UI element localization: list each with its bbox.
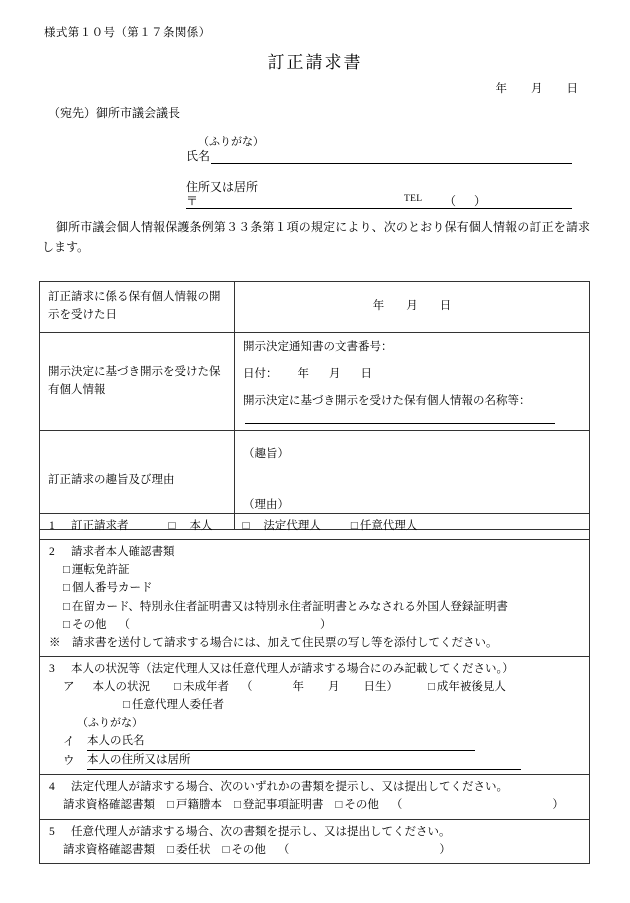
notice-date-day: 日 (360, 367, 372, 380)
checkbox-icon[interactable]: □ (63, 618, 70, 631)
section-3-birth-month: 月 (327, 681, 340, 694)
section-4-paren-open: （ (390, 799, 403, 812)
tel-paren-close: ） (474, 194, 487, 208)
section-3-birth-paren-open: （ (240, 681, 253, 694)
furigana-label: （ふりがな） (198, 136, 264, 148)
section-3-number: 3 (49, 663, 55, 676)
section-1-cell (40, 514, 590, 540)
section-2-other-row[interactable] (49, 616, 580, 634)
section-2-option-1-row[interactable] (49, 579, 580, 597)
section-1-number: 1 (49, 520, 55, 532)
notice-doc-number-label: 開示決定通知書の文書番号： (243, 341, 393, 353)
section-3-item-c-label: 本人の住所又は居所 (87, 751, 191, 770)
checkbox-icon[interactable]: □ (63, 582, 70, 595)
section-5-doc-label: 請求資格確認書類 (63, 843, 155, 856)
section-1-option-1: 法定代理人 (263, 520, 321, 532)
section-5-cell (40, 819, 590, 863)
section-2-cell (40, 540, 590, 657)
disclosed-info-name-label: 開示決定に基づき開示を受けた保有個人情報の名称等： (243, 394, 531, 407)
purpose-label: （趣旨） (243, 447, 289, 460)
section-3-adult-ward-option: 成年被後見人 (436, 681, 506, 694)
table-row (40, 333, 590, 431)
checkbox-icon[interactable]: □ (123, 699, 130, 712)
section-1-option-0: 本人 (189, 520, 213, 532)
section-5-number: 5 (49, 825, 55, 838)
notice-date-row (243, 366, 581, 384)
section-4-title: 法定代理人が請求する場合、次のいずれかの書類を提示し、又は提出してください。 (71, 781, 508, 794)
section-3-item-b-row[interactable] (49, 732, 580, 751)
section-3-minor-option: 未成年者 (182, 681, 229, 694)
section-2-option-0: 運転免許証 (71, 564, 130, 577)
section-3-item-a-mark: ア (63, 681, 75, 694)
checkbox-icon[interactable]: □ (222, 843, 230, 856)
notice-date-year: 年 (297, 367, 309, 380)
purpose-write-area[interactable] (243, 463, 581, 497)
section-4-number: 4 (49, 781, 55, 794)
section-3-item-a-row[interactable] (49, 678, 580, 696)
reason-label: （理由） (243, 499, 289, 512)
section-2-paren-open: （ (118, 618, 130, 631)
section-3-item-c-write-line[interactable] (191, 756, 521, 770)
section-2-option-2-row[interactable] (49, 598, 580, 616)
document-date-line (496, 80, 579, 96)
row-label-purpose-reason: 訂正請求の趣旨及び理由 (40, 431, 235, 530)
table-row (40, 775, 590, 819)
checkbox-icon[interactable]: □ (63, 600, 70, 613)
table-row (40, 282, 590, 333)
applicant-name-field[interactable] (186, 147, 572, 164)
row-label-disclosed-info: 開示決定に基づき開示を受けた保有個人情報 (40, 333, 235, 431)
page-title: 訂正請求書 (267, 53, 363, 72)
section-3-item-b-write-line[interactable] (145, 737, 475, 751)
addressee: （宛先）御所市議会議長 (48, 106, 181, 120)
checkbox-icon[interactable]: □ (242, 520, 250, 532)
date-month-label: 月 (531, 83, 543, 95)
section-4-options-row[interactable] (49, 796, 580, 814)
applicant-address-field[interactable] (186, 192, 572, 209)
tel-paren-open: （ (444, 194, 457, 208)
section-5-title: 任意代理人が請求する場合、次の書類を提示し、又は提出してください。 (71, 825, 451, 838)
section-3-item-c-row[interactable] (49, 751, 580, 770)
section-3-item-b-label: 本人の氏名 (87, 732, 145, 751)
section-4-doc-label: 請求資格確認書類 (63, 799, 155, 812)
disclosure-info-table (39, 281, 590, 530)
date-day-label: 日 (566, 83, 578, 95)
table-row (40, 514, 590, 540)
section-3-item-a-row2[interactable] (49, 696, 580, 714)
section-3-item-b-mark: イ (63, 735, 75, 748)
postal-code-icon: 〒 (186, 194, 199, 208)
row-label-disclosure-date: 訂正請求に係る保有個人情報の開示を受けた日 (40, 282, 235, 333)
section-2-number: 2 (49, 546, 55, 559)
checkbox-icon[interactable]: □ (167, 843, 174, 856)
section-4-other-label: その他 (344, 799, 379, 812)
date-year-label: 年 (495, 83, 507, 95)
section-3-title: 本人の状況等（法定代理人又は任意代理人が請求する場合にのみ記載してください。） (71, 663, 514, 676)
section-2-option-1: 個人番号カード (71, 582, 153, 595)
checkbox-icon[interactable]: □ (335, 799, 343, 812)
checkbox-icon[interactable]: □ (63, 564, 70, 577)
section-5-paren-close: ） (439, 843, 451, 856)
section-3-item-c-mark: ウ (63, 755, 75, 768)
checkbox-icon[interactable]: □ (174, 681, 181, 694)
section-3-cell (40, 657, 590, 775)
checkbox-icon[interactable]: □ (350, 520, 358, 532)
address-label: 住所又は居所 (186, 180, 259, 194)
section-2-option-2: 在留カード、特別永住者証明書又は特別永住者証明書とみなされる外国人登録証明書 (71, 600, 508, 613)
section-5-other-label: その他 (231, 843, 266, 856)
section-5-options-row[interactable] (49, 841, 580, 859)
name-label: 氏名 (186, 149, 211, 163)
checkbox-icon[interactable]: □ (168, 520, 176, 532)
checkbox-icon[interactable]: □ (427, 681, 435, 694)
table-row (40, 540, 590, 657)
section-3-header (49, 660, 580, 678)
section-1-option-2: 任意代理人 (359, 520, 418, 532)
section-5-header (49, 823, 580, 841)
section-4-paren-close: ） (552, 799, 564, 812)
form-number: 様式第１０号（第１７条関係） (44, 27, 211, 39)
disclosed-info-cell[interactable] (235, 333, 590, 431)
section-2-note: ※ 請求書を送付して請求する場合には、加えて住民票の写し等を添付してください。 (49, 636, 498, 649)
section-3-furigana-label: （ふりがな） (77, 716, 143, 729)
section-4-cell (40, 775, 590, 819)
section-5-paren-open: （ (277, 843, 290, 856)
section-2-paren-close: ） (319, 618, 332, 631)
section-2-option-0-row[interactable] (49, 561, 580, 579)
intro-paragraph: 御所市議会個人情報保護条例第３３条第１項の規定により、次のとおり保有個人情報の訂正を請求します。 (42, 220, 590, 254)
section-1-header (49, 517, 580, 535)
checkbox-icon[interactable]: □ (233, 799, 241, 812)
section-4-header (49, 778, 580, 796)
section-2-header (49, 543, 580, 561)
tel-label: TEL (404, 194, 423, 204)
section-3-birth-year: 年 (292, 681, 304, 694)
section-4-option-0: 戸籍謄本 (175, 799, 222, 812)
name-write-line[interactable] (211, 150, 572, 164)
section-4-option-1: 登記事項証明書 (242, 799, 324, 812)
section-3-item-a-label: 本人の状況 (92, 681, 150, 694)
section-3-proxy-option: 任意代理人委任者 (131, 699, 224, 712)
disclosure-day-label: 日 (439, 300, 452, 313)
disclosed-info-write-line[interactable] (245, 412, 555, 424)
section-3-birth-day: 日生） (363, 681, 398, 694)
disclosure-month-label: 月 (406, 300, 418, 313)
section-2-title: 請求者本人確認書類 (71, 546, 175, 559)
disclosure-date-cell[interactable] (235, 282, 590, 333)
section-5-option-0: 委任状 (175, 843, 211, 856)
checkbox-icon[interactable]: □ (167, 799, 174, 812)
notice-date-month: 月 (329, 367, 341, 380)
notice-date-prefix: 日付： (243, 367, 278, 380)
disclosure-year-label: 年 (372, 300, 385, 313)
table-row (40, 819, 590, 863)
section-2-other-label: その他 (71, 618, 107, 631)
section-1-title: 訂正請求者 (71, 520, 129, 532)
table-row (40, 657, 590, 775)
checklist-table (39, 513, 590, 864)
